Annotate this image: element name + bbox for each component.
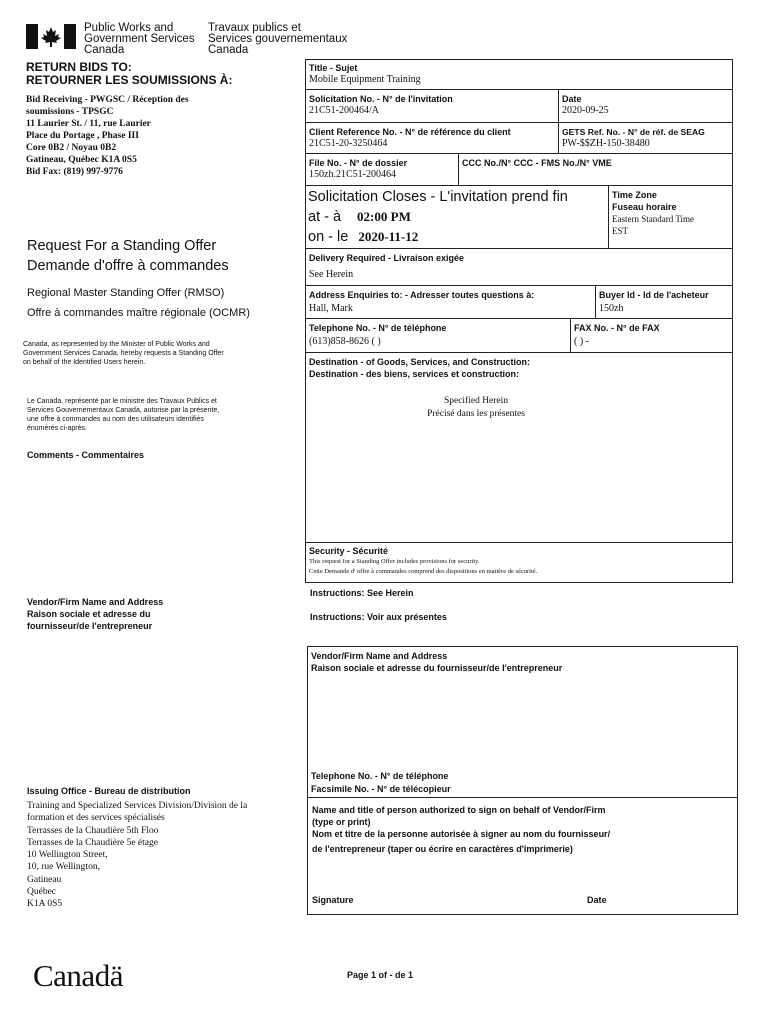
page-number: Page 1 of - de 1	[347, 970, 414, 980]
gets-value: PW-$$ZH-150-38480	[562, 138, 650, 149]
signature-date-label: Date	[587, 895, 607, 905]
file-value: 150zh.21C51-200464	[309, 169, 396, 180]
authorized-label-2: (type or print)	[312, 817, 371, 827]
telephone-value: (613)858-8626 ( )	[309, 336, 381, 347]
destination-value: Specified Herein Précisé dans les présentes	[427, 396, 525, 419]
canada-flag-logo	[26, 24, 76, 49]
telephone-label: Telephone No. - N° de téléphone	[309, 323, 447, 333]
gets-label: GETS Ref. No. - N° de réf. de SEAG	[562, 127, 705, 137]
return-bids-title: RETURN BIDS TO: RETOURNER LES SOUMISSIONS À:	[26, 60, 233, 87]
issuing-office-address: Training and Specialized Services Division/Division de la formation et des services spécialisés Terrasses de la Chaudière 5th Floo Terrasses de la Chaudière 5e étage 10 Wellington Street, 10, rue Wellington, Gatineau Québec K1A 0S5	[27, 801, 248, 910]
delivery-field	[306, 250, 726, 283]
solicitation-label: Solicitation No. - N° de l'invitation	[309, 94, 453, 104]
closes-on-label: on - le	[308, 229, 349, 245]
title-value: Mobile Equipment Training	[309, 74, 421, 85]
date-value: 2020-09-25	[562, 105, 609, 116]
address-enquiries-label: Address Enquiries to: - Adresser toutes questions à:	[309, 290, 535, 300]
closes-at-value: 02:00 PM	[357, 209, 411, 224]
security-field	[306, 543, 732, 579]
time-zone-abbr: EST	[612, 226, 629, 236]
file-label: File No. - N° de dossier	[309, 158, 408, 168]
time-zone-field	[609, 187, 733, 239]
solicitation-value: 21C51-200464/A	[309, 105, 379, 116]
department-name-fr: Travaux publics et Services gouvernementaux Canada	[208, 22, 348, 56]
instructions-fr: Instructions: Voir aux présentes	[310, 612, 447, 622]
instructions-en: Instructions: See Herein	[310, 588, 414, 598]
title-field	[306, 60, 726, 88]
gets-field	[559, 124, 733, 152]
closes-on-value: 2020-11-12	[358, 229, 419, 244]
time-zone-value: Eastern Standard Time	[612, 214, 694, 224]
date-field	[559, 91, 729, 119]
telephone-field	[306, 320, 568, 350]
fax-label: FAX No. - N° de FAX	[574, 323, 660, 333]
vendor-telephone-label: Telephone No. - N° de téléphone	[311, 771, 449, 781]
client-reference-value: 21C51-20-3250464	[309, 138, 388, 149]
address-enquiries-field	[306, 287, 594, 317]
request-paragraph-fr: Le Canada, représenté par le ministre des Travaux Publics et Services Gouvernementaux Canada, autorise par la présente, une offre à commandes au nom des utilisateurs identifiés énumérés ci-après.	[27, 398, 220, 432]
client-reference-label: Client Reference No. - N° de référence du client	[309, 127, 511, 137]
department-name-en: Public Works and Government Services Canada	[84, 22, 195, 56]
file-field	[306, 155, 456, 183]
standing-offer-type: Regional Master Standing Offer (RMSO) Offre à commandes maître régionale (OCMR)	[27, 287, 250, 319]
date-label: Date	[562, 94, 582, 104]
return-bids-address: Bid Receiving - PWGSC / Réception des soumissions - TPSGC 11 Laurier St. / 11, rue Laurier Place du Portage , Phase III Core 0B2 / Noyau 0B2 Gatineau, Québec K1A 0S5 Bid Fax: (819) 997-9776	[26, 95, 189, 177]
vendor-contact-field	[308, 768, 736, 798]
vendor-fax-label: Facsimile No. - N° de télécopieur	[311, 784, 451, 794]
authorized-label-1: Name and title of person authorized to sign on behalf of Vendor/Firm	[312, 805, 606, 815]
authorized-label-3: Nom et titre de la personne autorisée à signer au nom du fournisseur/	[312, 829, 611, 839]
vendor-left-label: Vendor/Firm Name and Address Raison sociale et adresse du fournisseur/de l'entrepreneur	[27, 597, 164, 631]
ccc-field	[459, 155, 729, 171]
security-text-fr: Cette Demande d' offre à commandes comprend des dispositions en matière de sécurité.	[309, 568, 538, 575]
destination-field	[306, 354, 726, 382]
destination-label-en: Destination - of Goods, Services, and Construction:	[309, 357, 531, 367]
destination-label-fr: Destination - des biens, services et construction:	[309, 369, 520, 379]
issuing-office-label: Issuing Office - Bureau de distribution	[27, 786, 191, 796]
buyer-field	[596, 287, 733, 317]
fax-field	[571, 320, 731, 350]
security-text-en: This request for a Standing Offer includes provisions for security.	[309, 558, 480, 565]
vendor-name-label: Vendor/Firm Name and Address	[311, 651, 448, 661]
solicitation-field	[306, 91, 556, 119]
vendor-name-address-field	[308, 648, 736, 676]
address-enquiries-value: Hall, Mark	[309, 303, 353, 314]
fax-value: ( ) -	[574, 336, 589, 347]
authorized-person-field	[309, 802, 737, 860]
signature-label: Signature	[312, 895, 354, 905]
request-title: Request For a Standing Offer Demande d'offre à commandes	[27, 238, 229, 274]
delivery-label: Delivery Required - Livraison exigée	[309, 253, 465, 263]
ccc-label: CCC No./N° CCC - FMS No./N° VME	[462, 158, 612, 168]
canada-wordmark-logo: Canadä	[33, 958, 123, 993]
buyer-label: Buyer Id - Id de l'acheteur	[599, 290, 709, 300]
delivery-value: See Herein	[309, 269, 354, 280]
vendor-name-label-fr: Raison sociale et adresse du fournisseur/de l'entrepreneur	[311, 663, 563, 673]
authorized-label-4: de l'entrepreneur (taper ou écrire en caractères d'imprimerie)	[312, 844, 573, 854]
time-zone-label-en: Time Zone	[612, 190, 657, 200]
client-reference-field	[306, 124, 556, 152]
title-label: Title - Sujet	[309, 63, 358, 73]
request-paragraph-en: Canada, as represented by the Minister of Public Works and Government Services Canada, hereby requests a Standing Offer on behalf of the Identified Users herein.	[23, 341, 224, 366]
solicitation-closes: Solicitation Closes - L'invitation prend fin at - à 02:00 PM on - le 2020-11-12	[308, 189, 568, 245]
time-zone-label-fr: Fuseau horaire	[612, 202, 677, 212]
buyer-value: 150zh	[599, 303, 624, 314]
comments-label: Comments - Commentaires	[27, 450, 145, 460]
closes-at-label: at - à	[308, 209, 342, 225]
security-label: Security - Sécurité	[309, 546, 389, 556]
